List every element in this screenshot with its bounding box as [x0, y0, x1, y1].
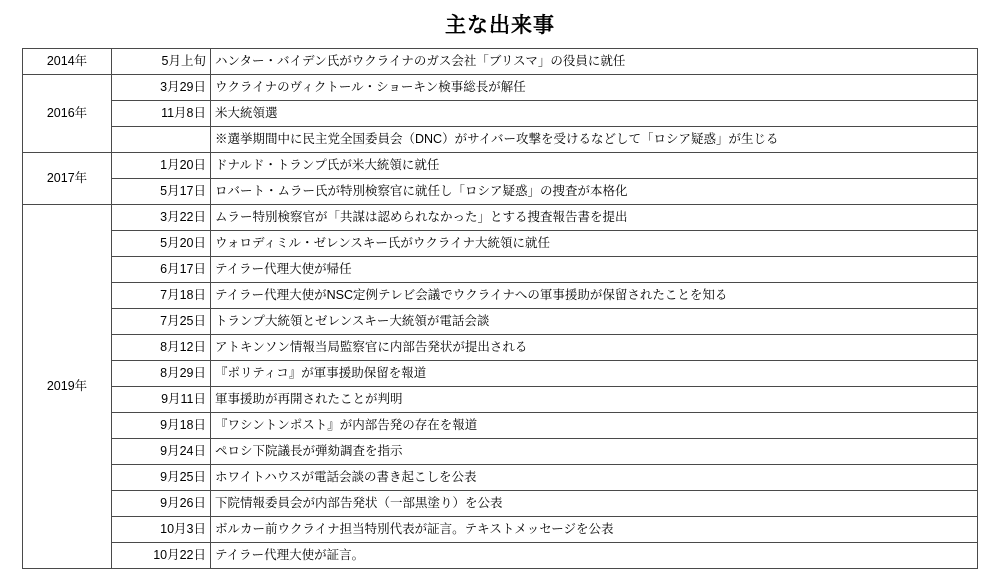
date-cell: 8月29日 [112, 361, 211, 387]
timeline-table-wrapper [0, 48, 1000, 569]
timeline-table [22, 48, 978, 569]
table-row [23, 127, 978, 153]
date-cell: 3月29日 [112, 75, 211, 101]
table-row [23, 231, 978, 257]
date-cell: 6月17日 [112, 257, 211, 283]
date-cell: 3月22日 [112, 205, 211, 231]
date-cell: 11月8日 [112, 101, 211, 127]
table-row [23, 413, 978, 439]
year-cell: 2016年 [23, 75, 112, 153]
year-cell: 2017年 [23, 153, 112, 205]
table-row [23, 387, 978, 413]
year-cell: 2019年 [23, 205, 112, 569]
table-row [23, 465, 978, 491]
table-row [23, 205, 978, 231]
event-cell: トランプ大統領とゼレンスキー大統領が電話会談 [211, 309, 978, 335]
date-cell: 5月17日 [112, 179, 211, 205]
date-cell: 5月20日 [112, 231, 211, 257]
event-cell: ホワイトハウスが電話会談の書き起こしを公表 [211, 465, 978, 491]
date-cell: 8月12日 [112, 335, 211, 361]
event-cell: 『ポリティコ』が軍事援助保留を報道 [211, 361, 978, 387]
table-row [23, 75, 978, 101]
event-cell: ウォロディミル・ゼレンスキー氏がウクライナ大統領に就任 [211, 231, 978, 257]
date-cell: 9月24日 [112, 439, 211, 465]
event-cell: ※選挙期間中に民主党全国委員会（DNC）がサイバー攻撃を受けるなどして「ロシア疑惑」が生じる [211, 127, 978, 153]
table-row [23, 257, 978, 283]
event-cell: アトキンソン情報当局監察官に内部告発状が提出される [211, 335, 978, 361]
table-row [23, 491, 978, 517]
event-cell: ハンター・バイデン氏がウクライナのガス会社「ブリスマ」の役員に就任 [211, 49, 978, 75]
table-row [23, 517, 978, 543]
year-cell: 2014年 [23, 49, 112, 75]
table-row [23, 335, 978, 361]
event-cell: テイラー代理大使がNSC定例テレビ会議でウクライナへの軍事援助が保留されたことを知る [211, 283, 978, 309]
event-cell: 『ワシントンポスト』が内部告発の存在を報道 [211, 413, 978, 439]
event-cell: ドナルド・トランプ氏が米大統領に就任 [211, 153, 978, 179]
event-cell: テイラー代理大使が証言。 [211, 543, 978, 569]
table-row [23, 283, 978, 309]
date-cell: 7月18日 [112, 283, 211, 309]
date-cell: 7月25日 [112, 309, 211, 335]
timeline-table-body [23, 49, 978, 569]
event-cell: ムラー特別検察官が「共謀は認められなかった」とする捜査報告書を提出 [211, 205, 978, 231]
date-cell: 9月26日 [112, 491, 211, 517]
event-cell: ウクライナのヴィクトール・ショーキン検事総長が解任 [211, 75, 978, 101]
date-cell: 10月3日 [112, 517, 211, 543]
event-cell: ロバート・ムラー氏が特別検察官に就任し「ロシア疑惑」の捜査が本格化 [211, 179, 978, 205]
table-row [23, 361, 978, 387]
date-cell: 9月18日 [112, 413, 211, 439]
date-cell: 9月25日 [112, 465, 211, 491]
date-cell: 5月上旬 [112, 49, 211, 75]
table-row [23, 153, 978, 179]
table-row [23, 309, 978, 335]
table-row [23, 439, 978, 465]
date-cell: 9月11日 [112, 387, 211, 413]
table-row [23, 101, 978, 127]
table-row [23, 179, 978, 205]
date-cell [112, 127, 211, 153]
event-cell: テイラー代理大使が帰任 [211, 257, 978, 283]
page-title: 主な出来事 [445, 14, 555, 37]
event-cell: ボルカー前ウクライナ担当特別代表が証言。テキストメッセージを公表 [211, 517, 978, 543]
event-cell: 軍事援助が再開されたことが判明 [211, 387, 978, 413]
date-cell: 10月22日 [112, 543, 211, 569]
date-cell: 1月20日 [112, 153, 211, 179]
table-row [23, 49, 978, 75]
event-cell: 下院情報委員会が内部告発状（一部黒塗り）を公表 [211, 491, 978, 517]
event-cell: 米大統領選 [211, 101, 978, 127]
table-row [23, 543, 978, 569]
event-cell: ペロシ下院議長が弾劾調査を指示 [211, 439, 978, 465]
